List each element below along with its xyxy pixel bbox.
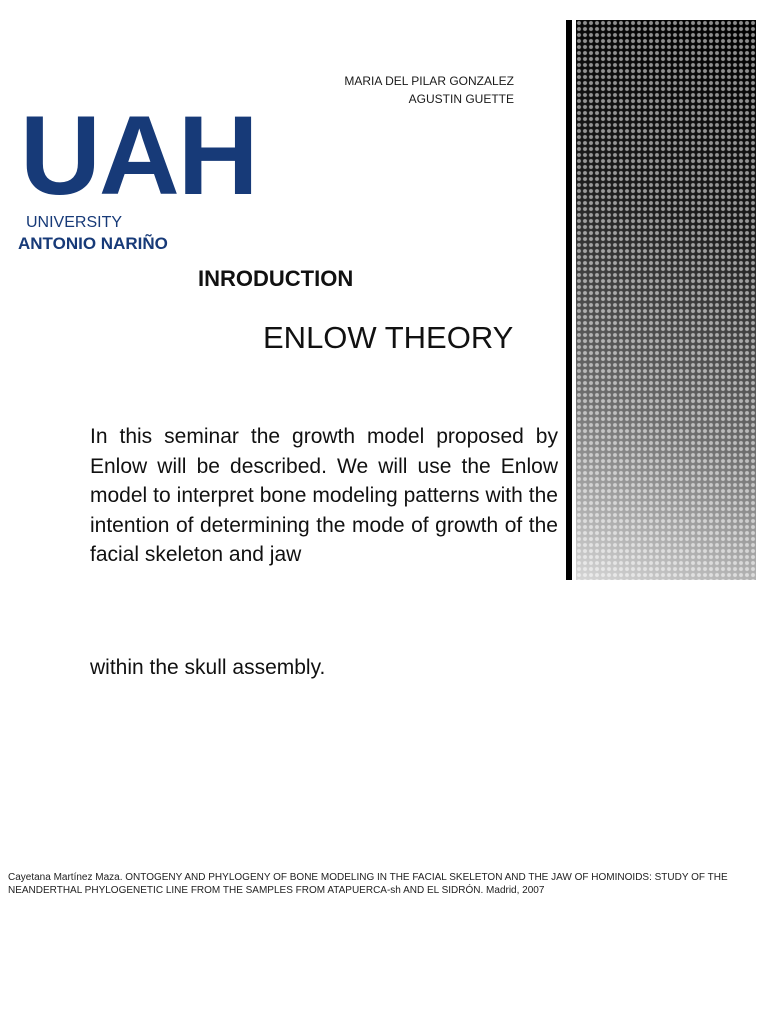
author-name: MARIA DEL PILAR GONZALEZ xyxy=(344,74,514,88)
author-list xyxy=(300,72,514,108)
body-paragraph: In this seminar the growth model proposed by Enlow will be described. We will use the Enlow model to interpret bone modeling patterns with the intention of determining the mode of growth of the facial skeleton and jaw xyxy=(90,425,558,566)
section-title: INRODUCTION xyxy=(198,266,354,291)
page-title: ENLOW THEORY xyxy=(263,320,514,355)
citation-footnote: Cayetana Martínez Maza. ONTOGENY AND PHYLOGENY OF BONE MODELING IN THE FACIAL SKELETON AND THE JAW OF HOMINOIDS: STUDY OF THE NEANDERTHAL PHYLOGENETIC LINE FROM THE SAMPLES FROM ATAPUERCA-sh AND EL SIDRÓN. Madrid, 2007 xyxy=(8,872,728,896)
decorative-bar xyxy=(566,20,572,580)
university-logo xyxy=(18,93,268,260)
logo-university-label: UNIVERSITY xyxy=(26,214,123,231)
decorative-panel xyxy=(566,20,756,580)
dot-pattern-image xyxy=(576,20,756,580)
logo-mark: UAH xyxy=(20,93,257,218)
author-name: AGUSTIN GUETTE xyxy=(408,92,514,106)
body-paragraph-continued: within the skull assembly. xyxy=(90,656,326,679)
logo-university-name: ANTONIO NARIÑO xyxy=(18,234,168,253)
